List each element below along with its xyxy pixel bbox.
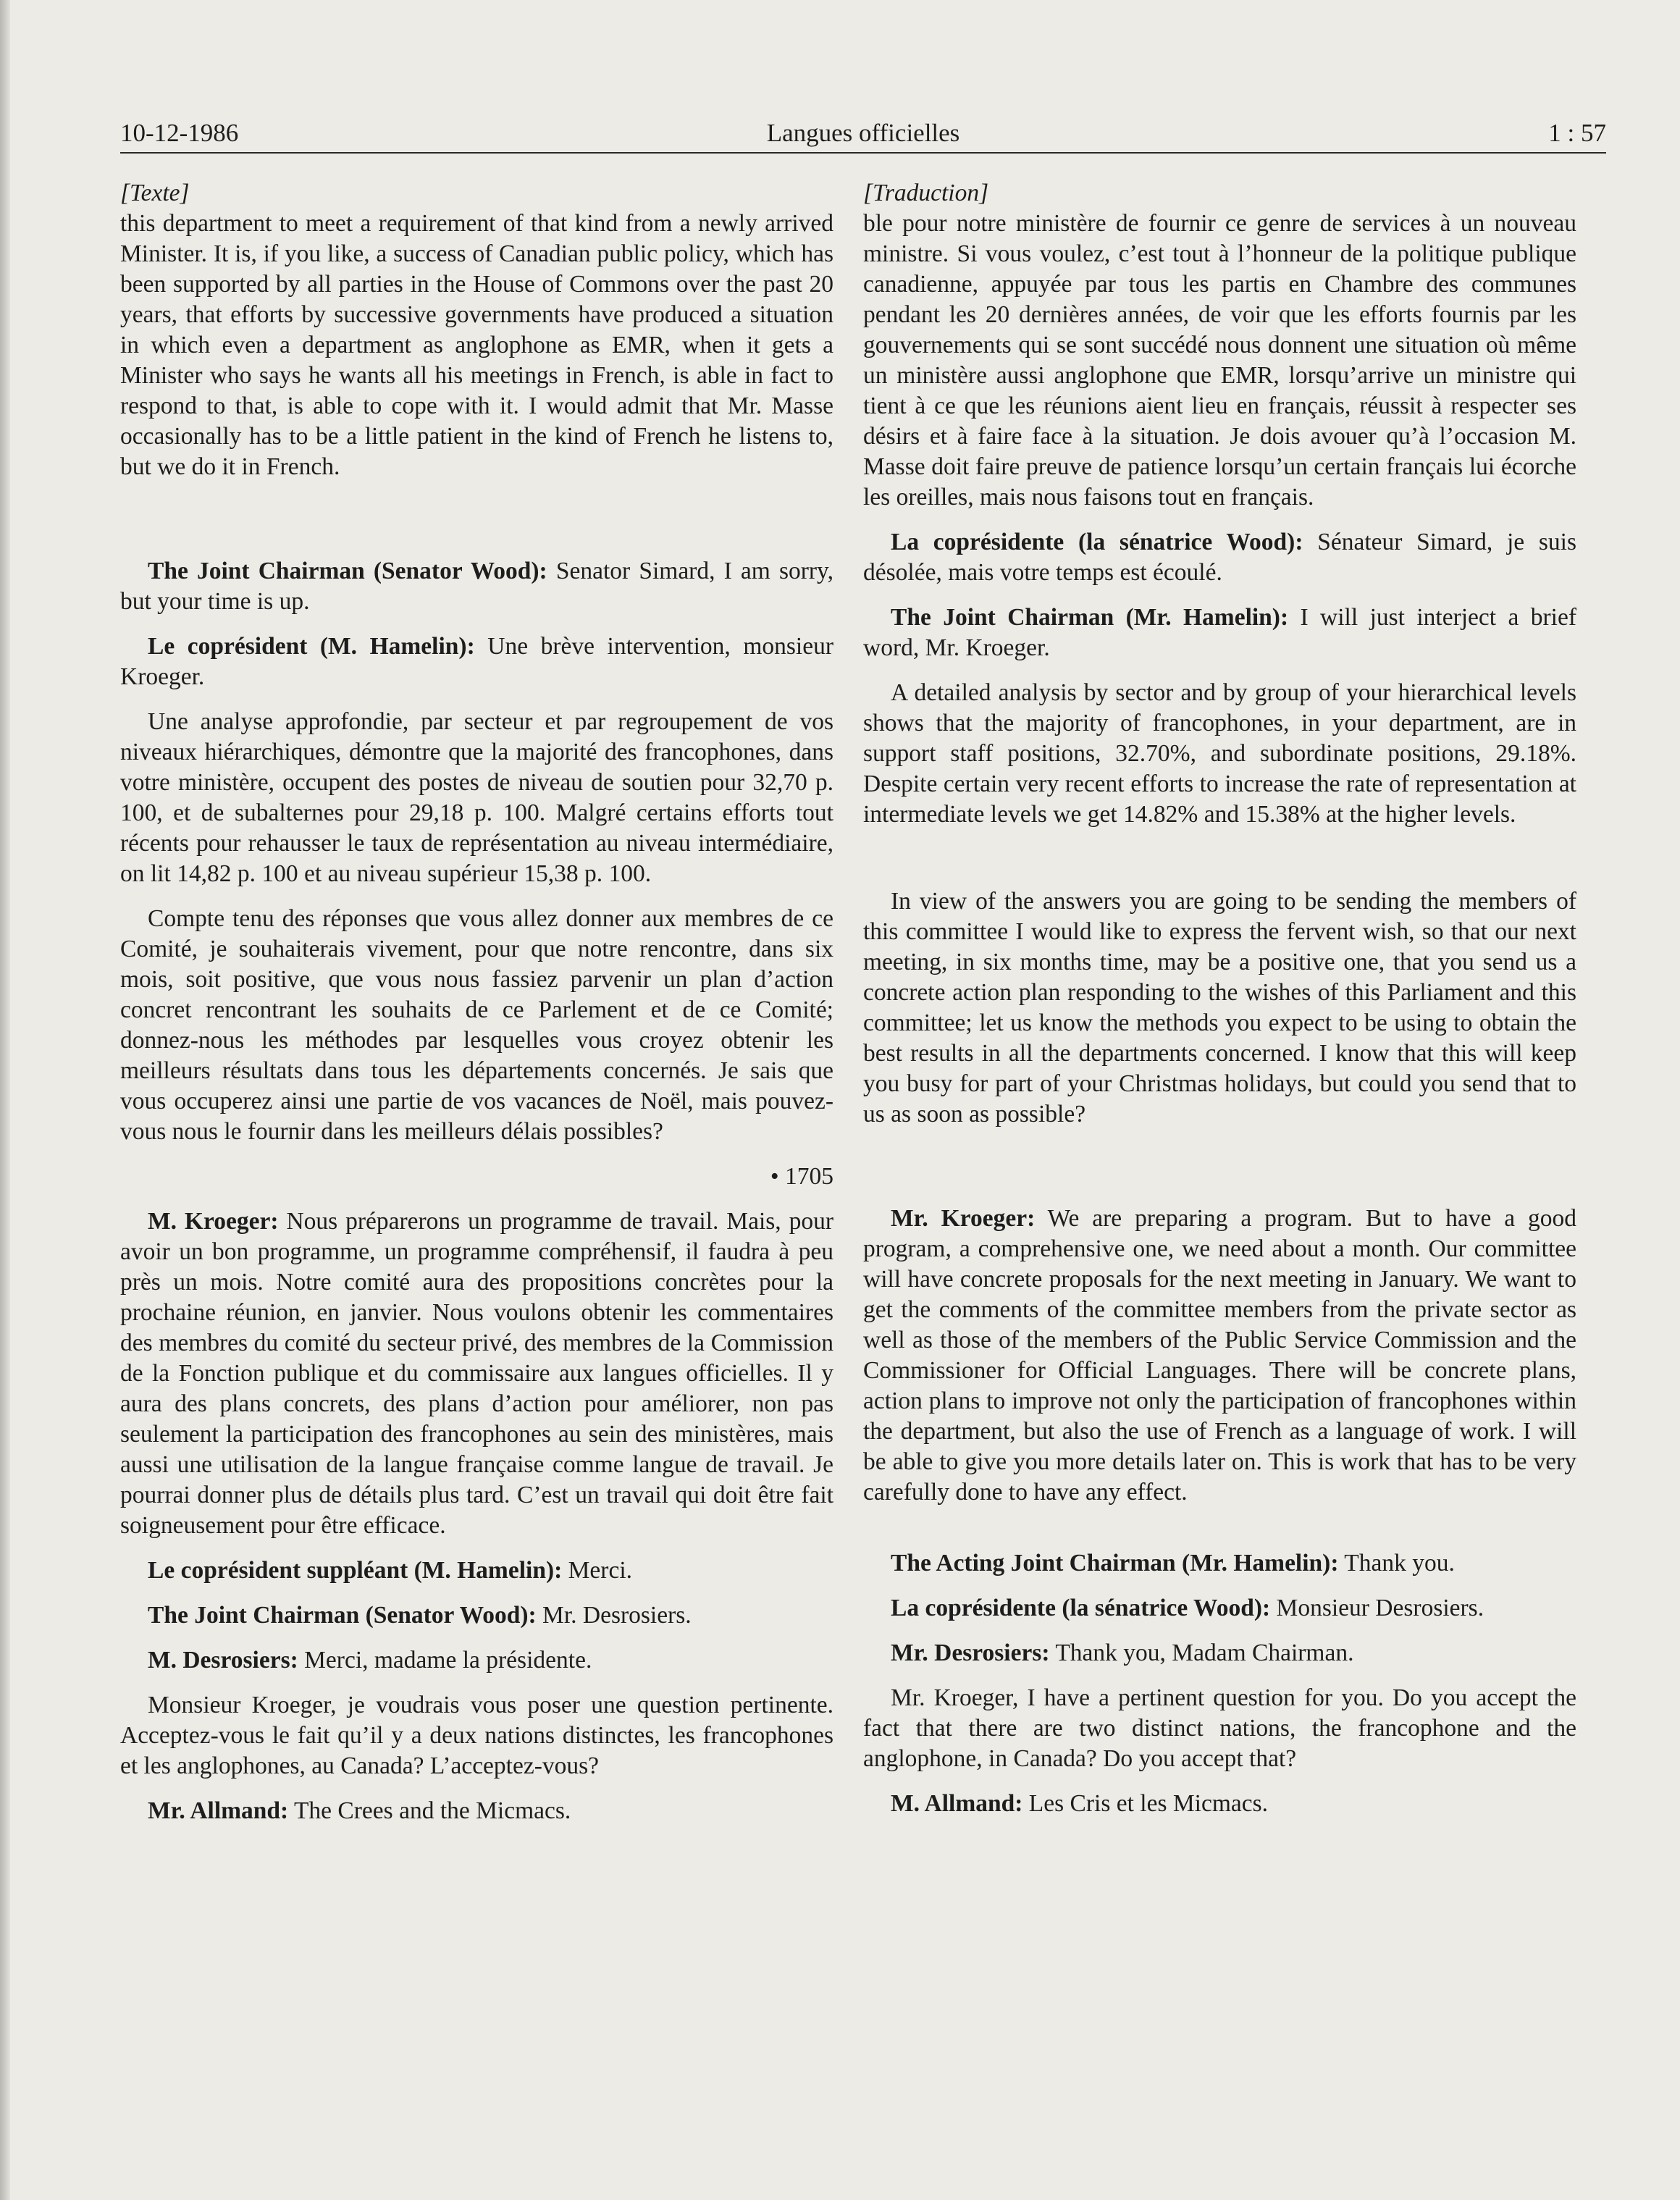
speech-text: Senator Simard, I am sorry, but your time is up. [120, 558, 834, 615]
speaker-name: La coprésidente (la sénatrice Wood): [891, 1595, 1271, 1621]
speaker-name: Mr. Desrosiers: [891, 1639, 1050, 1666]
page-header [120, 113, 1606, 154]
speech [120, 1600, 833, 1631]
speaker-name: M. Desrosiers: [148, 1647, 298, 1674]
right-column [863, 178, 1576, 1834]
speech [863, 603, 1576, 663]
paragraph: Une analyse approfondie, par secteur et par regroupement de vos niveaux hiérarchiques, démontre que la majorité des francophones, dans votre ministère, occupent des postes de niveau de soutien pour 32,70 p. 100, et de subalternes pour 29,18 p. 100. Malgré certains efforts tout récents pour rehausser le taux de représentation au niveau intermédiaire, on lit 14,82 p. 100 et au niveau supérieur 15,38 p. 100. [120, 708, 833, 887]
paragraph: Monsieur Kroeger, je voudrais vous poser une question pertinente. Acceptez-vous le fait qu’il y a deux nations distinctes, les francophones et les anglophones, au Canada? L’acceptez-vous? [120, 1692, 833, 1779]
speech-text: Thank you, Madam Chairman. [1049, 1639, 1354, 1666]
speech-text: We are preparing a program. But to have a good program, a comprehensive one, we need about a month. Our committee will have concrete proposals for the next meeting in January. We want to get the comments of the committee members from the private sector as well as those of the members of the Public Service Commission and the Commissioner for Official Languages. There will be concrete plans, action plans to improve not only the participation of francophones within the department, but also the use of French as a language of work. I will be able to give you more details later on. This is work that has to be very carefully done to have any effect. [863, 1205, 1577, 1506]
speech [120, 1645, 833, 1676]
speaker-name: The Joint Chairman (Senator Wood): [148, 1602, 537, 1629]
speech-text: Nous préparerons un programme de travail. Mais, pour avoir un bon programme, un programme compréhensif, il faudra à peu près un mois. Notre comité aura des propositions concrètes pour la prochaine réunion, en janvier. Nous voulons obtenir les commentaires des membres du comité du secteur privé, des membres de la Commission de la Fonction publique et du commissaire aux langues officielles. Il y aura des plans concrets, des plans d’action pour améliorer, non pas seulement la participation des francophones au sein des ministères, mais aussi une utilisation de la langue française comme langue de travail. Je pourrai donner plus de détails plus tard. C’est un travail qui doit être fait soigneusement pour être efficace. [120, 1208, 833, 1539]
speech [863, 1789, 1576, 1819]
paragraph: this department to meet a requirement of that kind from a newly arrived Minister. It is, if you like, a success of Canadian public policy, which has been supported by all parties in the House of Commons over the past 20 years, that efforts by successive governments have produced a situation in which even a department as anglophone as EMR, when it gets a Minister who says he wants all his meetings in French, is able in fact to respond to that, is able to cope with it. I would admit that Mr. Masse occasionally has to be a little patient in the kind of French he listens to, but we do it in French. [120, 210, 833, 480]
speech-text: Une brève intervention, monsieur Kroeger. [120, 633, 833, 690]
speech [120, 1206, 833, 1541]
speaker-name: Mr. Allmand: [148, 1797, 289, 1824]
speech [863, 1204, 1576, 1508]
speech-text: Merci, madame la présidente. [298, 1647, 592, 1674]
speaker-name: Mr. Kroeger: [891, 1205, 1036, 1232]
speaker-name: M. Kroeger: [148, 1208, 279, 1235]
speech-text: Les Cris et les Micmacs. [1022, 1790, 1269, 1817]
column-label: [Traduction] [863, 180, 989, 206]
left-column [120, 178, 833, 1841]
speaker-name: The Acting Joint Chairman (Mr. Hamelin): [891, 1550, 1339, 1576]
speaker-name: The Joint Chairman (Mr. Hamelin): [891, 604, 1289, 631]
speech-text: Sénateur Simard, je suis désolée, mais votre temps est écoulé. [863, 529, 1576, 586]
speech [863, 527, 1576, 588]
speech [120, 631, 833, 692]
speech [863, 1593, 1576, 1624]
paragraph: In view of the answers you are going to be sending the members of this committee I would like to express the fervent wish, so that our next meeting, in six months time, may be a positive one, that you send us a concrete action plan responding to the wishes of this Parliament and this committee; let us know the methods you expect to be using to obtain the best results in all the departments concerned. I know that this will keep you busy for part of your Christmas holidays, but could you send that to us as soon as possible? [863, 888, 1576, 1128]
speech-text: I will just interject a brief word, Mr. Kroeger. [863, 604, 1576, 661]
header-date: 10-12-1986 [120, 119, 239, 147]
speaker-name: The Joint Chairman (Senator Wood): [148, 558, 547, 584]
speech-text: Mr. Desrosiers. [536, 1602, 692, 1629]
paragraph: Compte tenu des réponses que vous allez donner aux membres de ce Comité, je souhaiterais vivement, pour que notre rencontre, dans six mois, soit positive, que vous nous fassiez parvenir un plan d’action concret rencontrant les souhaits de ce Parlement et de ce Comité; donnez-nous les méthodes par lesquelles vous croyez obtenir les meilleurs résultats dans tous les départements concernés. Je sais que vous occuperez ainsi une partie de vos vacances de Noël, mais pouvez-vous nous le fournir dans les meilleurs délais possibles? [120, 905, 833, 1145]
speech [120, 556, 833, 617]
time-marker: • 1705 [770, 1163, 833, 1190]
speaker-name: Le coprésident (M. Hamelin): [148, 633, 475, 660]
speech-text: Thank you. [1338, 1550, 1455, 1576]
paragraph: A detailed analysis by sector and by group of your hierarchical levels shows that the majority of francophones, in your department, are in support staff positions, 32.70%, and subordinate positions, 29.18%. Despite certain very recent efforts to increase the rate of representation at intermediate levels we get 14.82% and 15.38% at the higher levels. [863, 679, 1576, 828]
speech-text: Monsieur Desrosiers. [1270, 1595, 1484, 1621]
column-label: [Texte] [120, 180, 190, 206]
paragraph: ble pour notre ministère de fournir ce genre de services à un nouveau ministre. Si vous voulez, c’est tout à l’honneur de la politique publique canadienne, appuyée par tous les partis en Chambre des communes pendant les 20 dernières années, de voir que les efforts fournis par les gouvernements qui se sont succédé nous donnent une situation où même un ministère aussi anglophone que EMR, lorsqu’arrive un ministre qui tient à ce que les réunions aient lieu en français, réussit à respecter ses désirs et à faire face à la situation. Je dois avouer qu’à l’occasion M. Masse doit faire preuve de patience lorsqu’un certain français lui écorche les oreilles, mais nous faisons tout en français. [863, 210, 1576, 511]
speaker-name: La coprésidente (la sénatrice Wood): [891, 529, 1303, 555]
paragraph: Mr. Kroeger, I have a pertinent question for you. Do you accept the fact that there are two distinct nations, the francophone and the anglophone, in Canada? Do you accept that? [863, 1684, 1576, 1772]
speech [120, 1796, 833, 1826]
speech-text: Merci. [562, 1557, 633, 1584]
header-rule [120, 152, 1606, 154]
header-title: Langues officielles [766, 119, 960, 147]
page-binding-edge [0, 0, 10, 2200]
speaker-name: M. Allmand: [891, 1790, 1023, 1817]
speech-text: The Crees and the Micmacs. [288, 1797, 571, 1824]
speech [120, 1555, 833, 1586]
header-page-number: 1 : 57 [1548, 119, 1606, 147]
speech [863, 1638, 1576, 1668]
speaker-name: Le coprésident suppléant (M. Hamelin): [148, 1557, 563, 1584]
speech [863, 1548, 1576, 1579]
